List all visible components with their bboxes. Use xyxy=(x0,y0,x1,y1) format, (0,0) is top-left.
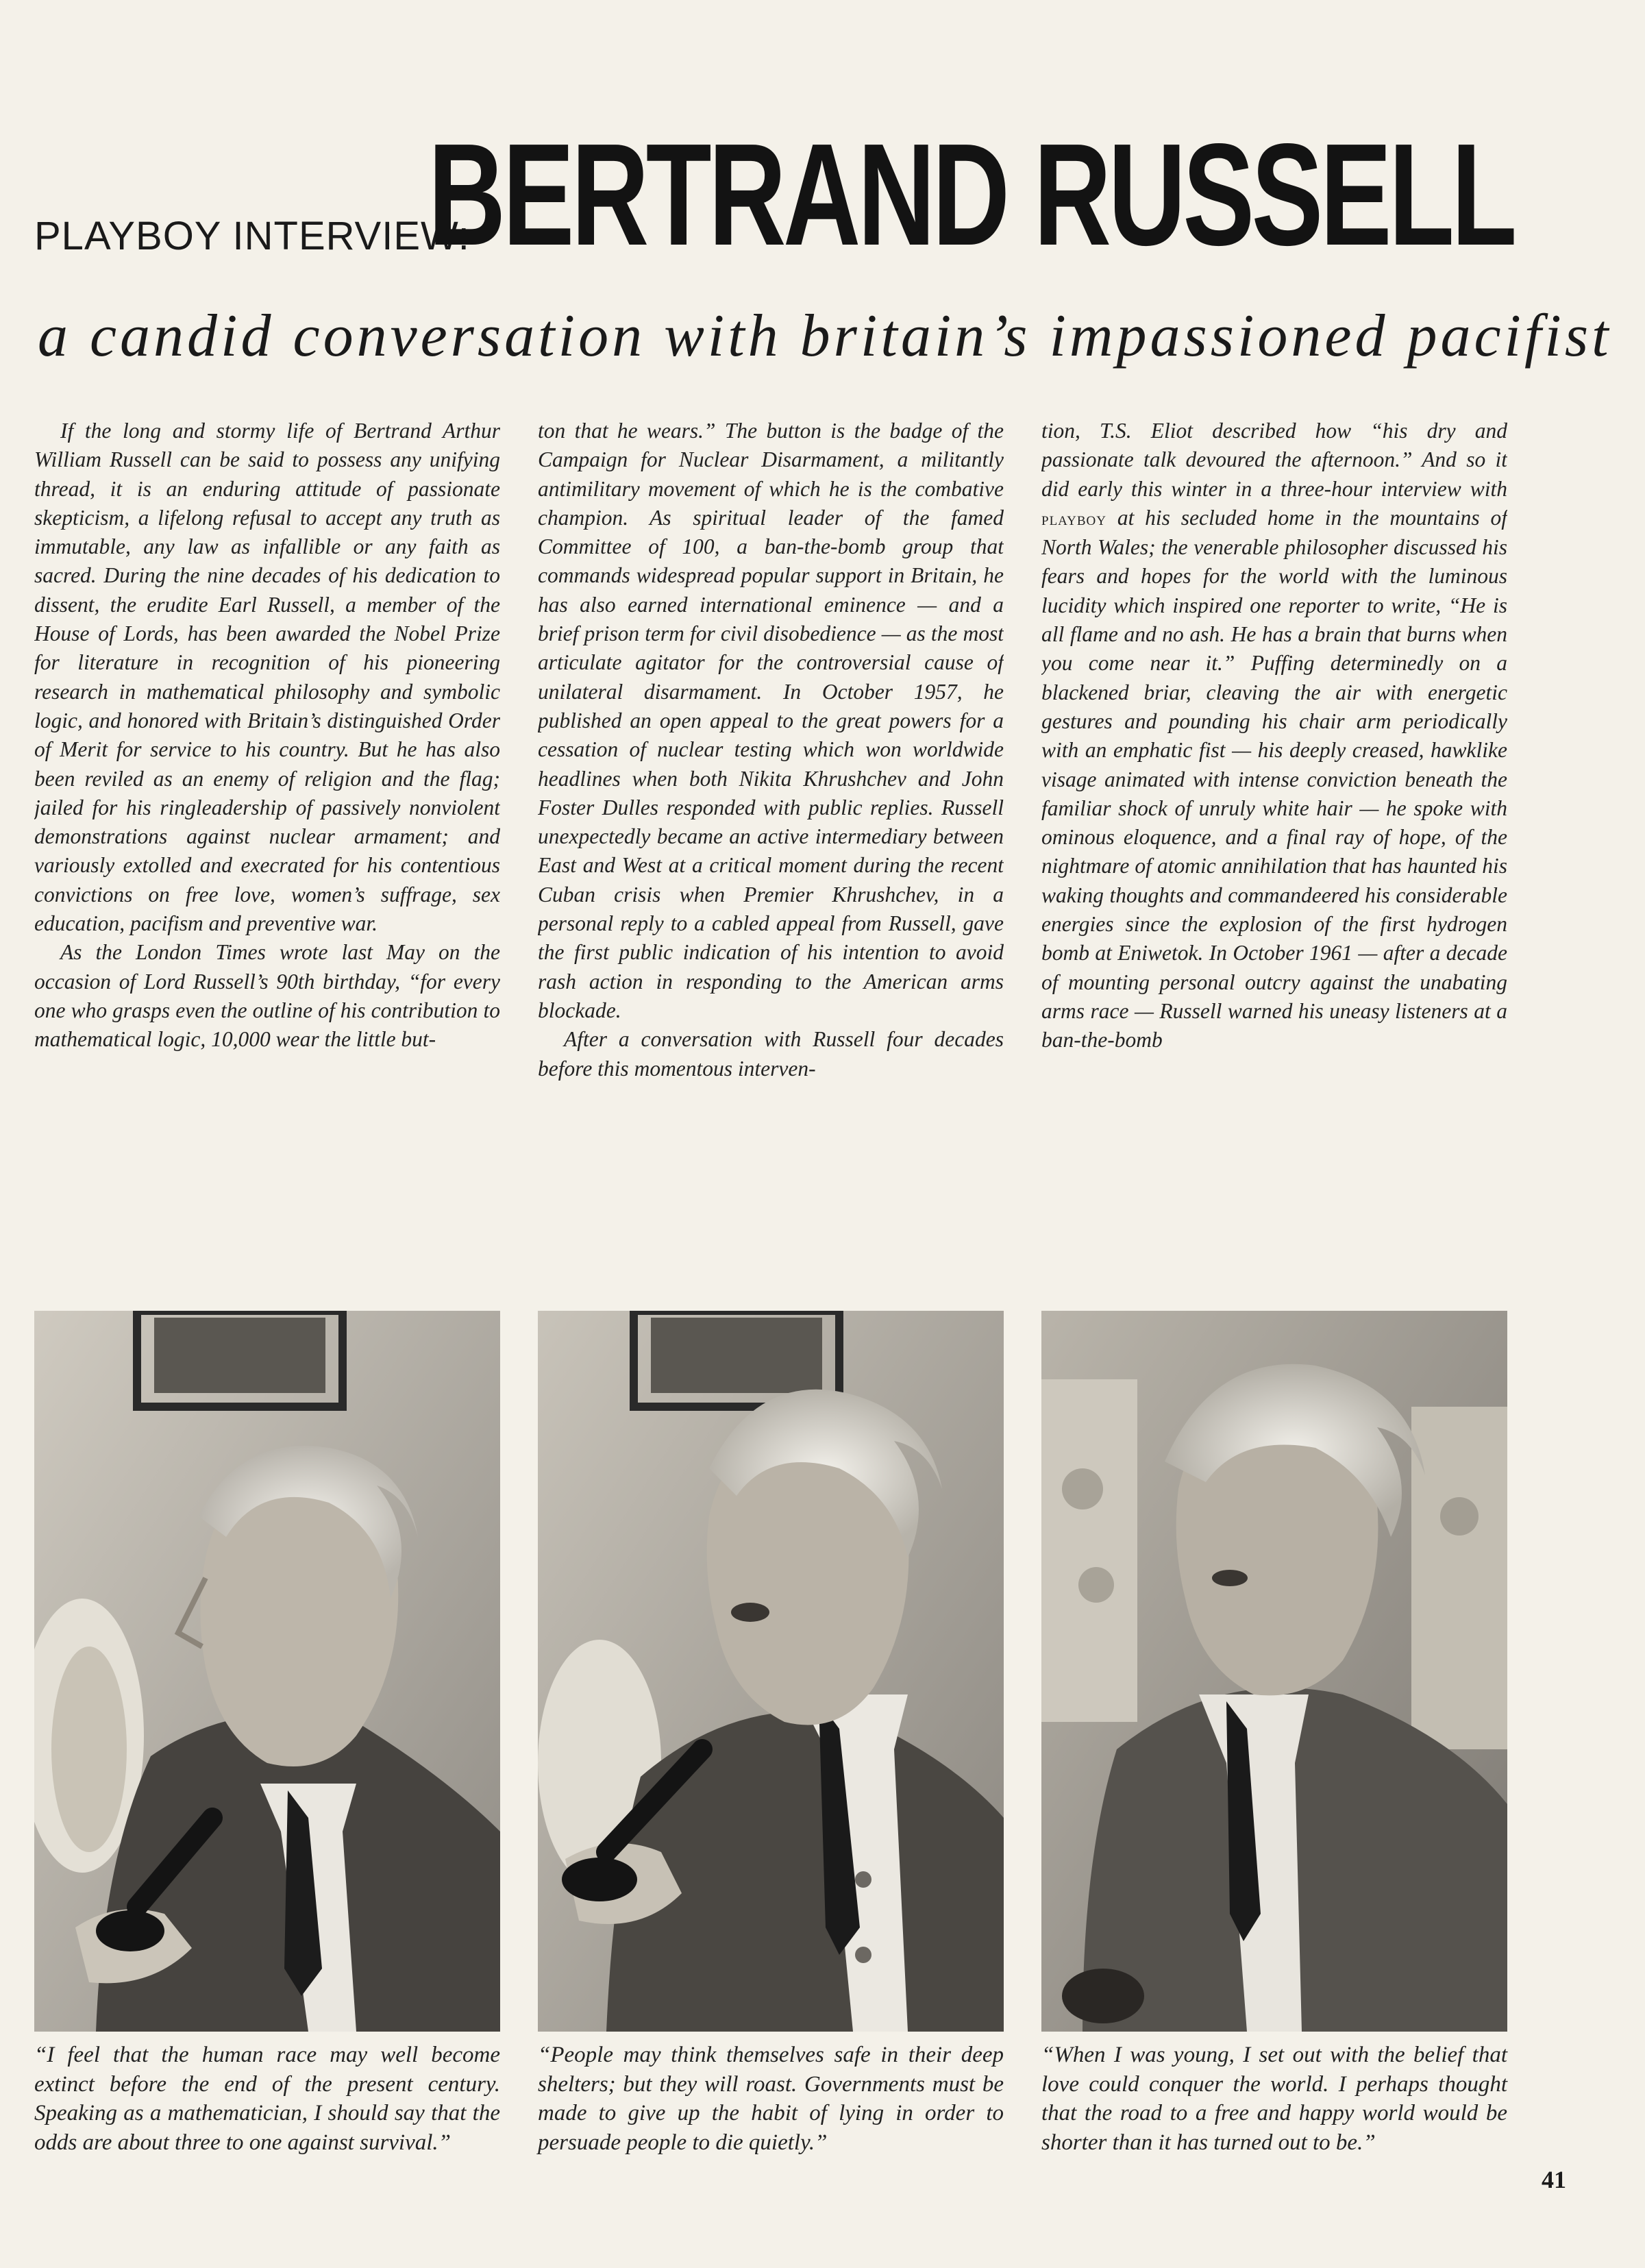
column-1-paragraph-2: As the London Times wrote last May on the occasion of Lord Russell’s 90th birthday, “for every one who grasps even the outline of his contribution to mathematical logic, 10,000 wear the little but- xyxy=(34,940,500,1052)
text-column-3 xyxy=(1041,417,1507,1242)
text-column-1 xyxy=(34,417,500,1242)
article-title: BERTRAND RUSSELL xyxy=(428,113,1514,275)
page-number: 41 xyxy=(1542,2166,1566,2193)
column-3-paragraph-1 xyxy=(1041,417,1507,1055)
photo-caption-3: “When I was young, I set out with the belief that love could conquer the world. I perhaps thought that the road to a free and happy world would be shorter than it has turned out to be.” xyxy=(1041,2043,1507,2155)
text-column-2 xyxy=(538,417,1004,1242)
column-1-paragraph-1: If the long and stormy life of Bertrand Arthur William Russell can be said to possess any unifying thread, it is an enduring attitude of passionate skepticism, a lifelong refusal to accept any truth as immutable, any law as infallible or any faith as sacred. During the nine decades of his dedication to dissent, the erudite Earl Russell, a member of the House of Lords, has been awarded the Nobel Prize for literature in recognition of his pioneering research in mathematical philosophy and symbolic logic, and honored with Britain’s distinguished Order of Merit for service to his country. But he has also been reviled as an enemy of religion and the flag; jailed for his ringleadership of passively nonviolent demonstrations against nuclear armament; and variously extolled and execrated for his contentious convictions on free love, women’s suffrage, sex education, pacifism and preventive war. xyxy=(34,419,500,936)
interview-kicker: PLAYBOY INTERVIEW: xyxy=(34,214,470,258)
photo-caption-1: “I feel that the human race may well become extinct before the end of the present century. Speaking as a mathematician, I should say that the odds are about three to one against survival.” xyxy=(34,2043,500,2155)
column-2-paragraph-2: After a conversation with Russell four decades before this momentous interven- xyxy=(538,1027,1004,1081)
photo-russell-speaking xyxy=(538,1311,1004,2032)
column-3-text-before: tion, T.S. Eliot described how “his dry and passionate talk devoured the afternoon.” And so it did early this winter in a three-hour interview with xyxy=(1041,419,1507,501)
column-3-text-after: at his secluded home in the mountains of North Wales; the venerable philosopher discussed his fears and hopes for the world with the luminous lucidity which inspired one reporter to write, “He is all flame and no ash. He has a brain that burns when you come near it.” Puffing determinedly on a blackened briar, cleaving the air with energetic gestures and pounding his chair arm periodically with an emphatic fist — his deeply creased, hawklike visage animated with intense conviction beneath the familiar shock of unruly white hair — he spoke with ominous eloquence, and a final ray of hope, of the nightmare of atomic annihilation that has haunted his waking thoughts and commandeered his considerable energies since the explosion of the first hydrogen bomb at Eniwetok. In October 1961 — after a decade of mounting personal outcry against the unabating arms race — Russell warned his uneasy listeners at a ban-the-bomb xyxy=(1041,505,1507,1052)
photo-russell-profile xyxy=(34,1311,500,2032)
photo-russell-seated xyxy=(1041,1311,1507,2032)
article-header xyxy=(34,113,1514,275)
magazine-name: playboy xyxy=(1041,508,1106,529)
photo-caption-2: “People may think themselves safe in their deep shelters; but they will roast. Governments must be made to give up the habit of lying in order to persuade people to die quietly.” xyxy=(538,2043,1004,2155)
column-2-paragraph-1: ton that he wears.” The button is the badge of the Campaign for Nuclear Disarmament, a militantly antimilitary movement of which he is the combative champion. As spiritual leader of the famed Committee of 100, a ban-the-bomb group that commands widespread popular support in Britain, he has also earned international eminence — and a brief prison term for civil disobedience — as the most articulate agitator for the controversial cause of unilateral disarmament. In October 1957, he published an open appeal to the great powers for a cessation of nuclear testing which won worldwide headlines when both Nikita Khrushchev and John Foster Dulles responded with public replies. Russell unexpectedly became an active intermediary between East and West at a critical moment during the recent Cuban crisis when Premier Khrushchev, in a personal reply to a cabled appeal from Russell, gave the first public indication of his intention to avoid rash action in responding to the American arms blockade. xyxy=(538,419,1004,1022)
article-subtitle: a candid conversation with britain’s impassioned pacifist xyxy=(38,303,1612,369)
